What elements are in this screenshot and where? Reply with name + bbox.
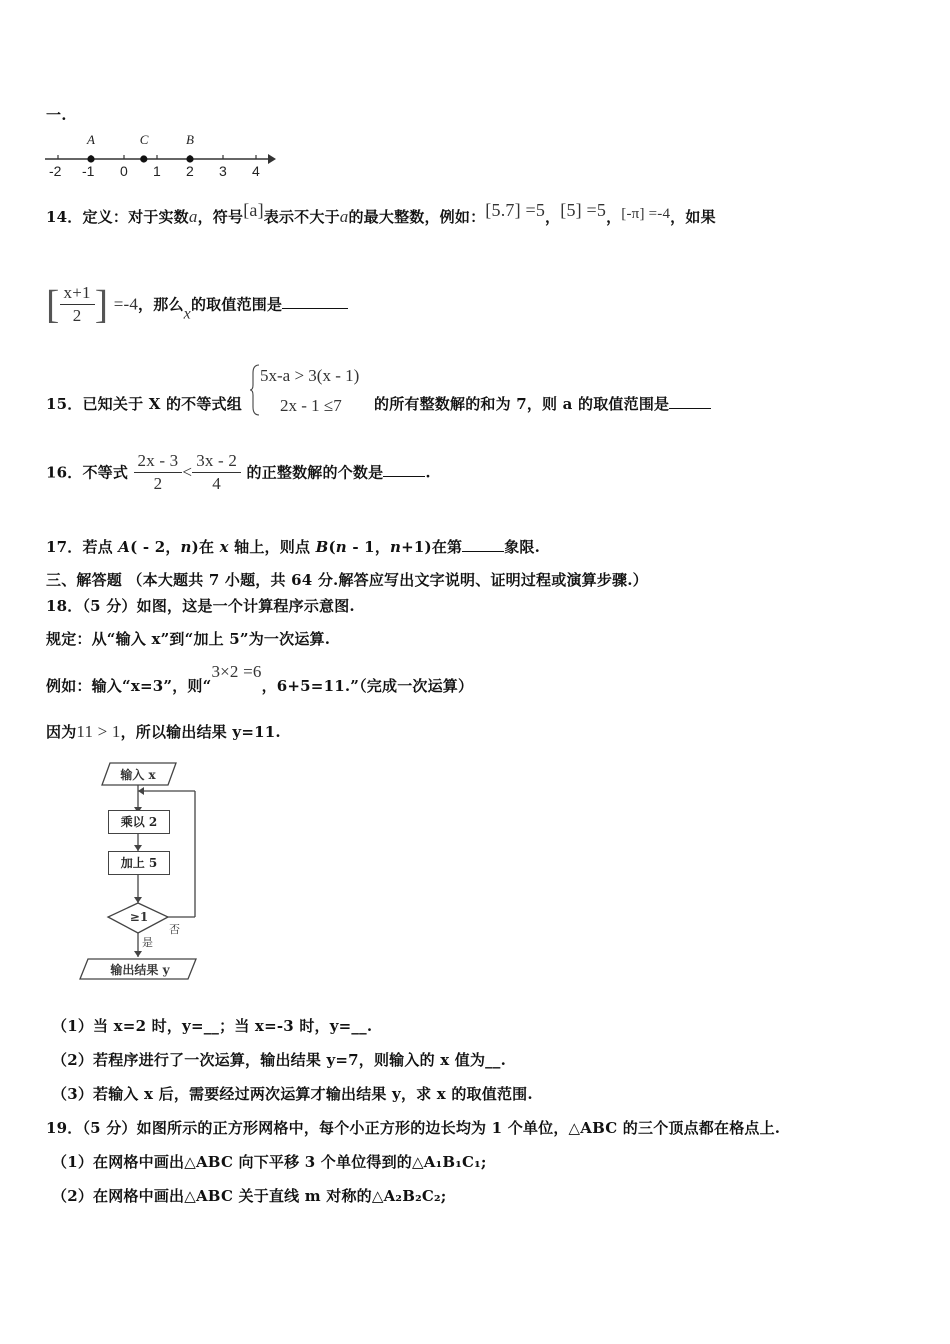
number-line-tick-label: 3 [219,163,227,179]
q16-frac2-num: 3x - 2 [192,450,241,473]
q18-because-post: ，所以输出结果 y=11. [120,723,281,741]
q17-var-n: n [335,538,347,556]
q14-var-a: a [339,207,349,226]
q14-comma: ， [606,208,622,226]
q16-end: . [425,463,431,482]
q15-tail [374,393,711,414]
section-3-heading: 三、解答题 （本大题共 7 小题，共 64 分.解答应写出文字说明、证明过程或演算步骤.） [46,571,648,589]
q18-because-math: 11 > 1 [76,722,121,741]
q16-tail: 的正整数解的个数是 [246,463,384,482]
q14-var-x: x [183,305,191,323]
flowchart-yes: 是 [142,936,153,949]
flowchart-no: 否 [169,923,180,936]
q17-text: ( [328,538,336,556]
number-line-tick-label: 4 [252,163,260,179]
q18-title: 18．（5 分）如图，这是一个计算程序示意图. [46,597,355,615]
q14-frac-den: 2 [72,306,82,325]
q14-line2: [ $\frac{x+1}{2}$ ] =-4，那么x的取值范围是 [46,282,348,327]
q17-var-x: x [219,538,229,556]
q18-because [46,721,281,742]
answer-blank[interactable] [462,550,504,552]
q14-var-a: a [188,207,198,226]
q16-fraction-2 [192,450,241,495]
q16-less-than: < [182,462,193,482]
q17-text: 象限. [504,538,541,556]
q18-sub3: （3）若输入 x 后，需要经过两次运算才输出结果 y，求 x 的取值范围. [52,1085,533,1103]
q17-text: ( - 2， [130,538,181,556]
number-line-arrow-icon [268,154,276,164]
number-line-tick-label: 1 [153,163,161,179]
q19-sub1: （1）在网格中画出△ABC 向下平移 3 个单位得到的△A₁B₁C₁; [52,1153,487,1171]
q17-text: 17．若点 [46,538,119,556]
number-line-tick-label: 2 [186,163,194,179]
q13-tail: 一. [46,106,67,124]
q16-frac1-num: 2x - 3 [134,450,183,473]
flowchart-input: 输入 x [120,768,156,782]
q15-inequality-1: 5x-a > 3(x - 1) [260,366,360,385]
q18-sub2: （2）若程序进行了一次运算，输出结果 y=7，则输入的 x 值为__. [52,1051,506,1069]
q18-example [46,662,474,696]
q15-prefix-line: 15．已知关于 X 的不等式组 [46,395,242,413]
q16-prefix: 16．不等式 [46,463,129,482]
number-line-point-label: A [87,132,95,147]
q18-because-pre: 因为 [46,723,77,741]
number-line-point-label: B [186,132,194,147]
q17-line [46,536,540,557]
q14-line1 [46,200,716,227]
q14-comma: ， [545,208,561,226]
q17-var-n: n [180,538,192,556]
q18-example-pre: 例如：输入“x=3”，则“ [46,677,212,695]
number-line-point-label: C [139,132,149,147]
q14-tail: 的取值范围是 [190,295,283,314]
q16-fraction-1 [134,450,183,495]
q14-example-2: [5] =5 [560,200,607,220]
q14-example-3: [-π] =-4 [621,206,671,222]
q14-equals: =-4 [113,294,139,314]
q14-text: 的最大整数，例如： [348,208,486,226]
q14-end: ，如果 [670,208,716,226]
answer-blank[interactable] [282,307,348,309]
number-line-tick-label: -2 [49,163,62,179]
q14-prefix: 14．定义：对于实数 [46,208,189,226]
q16-line [46,450,431,495]
q18-sub1: （1）当 x=2 时，y=__；当 x=-3 时，y=__. [52,1017,373,1035]
number-line-point [87,155,94,162]
q18-example-math: 3×2 =6 [211,662,262,681]
q14-text: 表示不大于 [263,208,340,226]
number-line-tick-label: 0 [120,163,128,179]
q17-point-a: A [118,538,131,556]
number-line-tick-label: -1 [82,163,95,179]
q14-then: ，那么 [138,295,184,314]
flowchart-condition: ≥1 [129,910,149,924]
answer-blank[interactable] [669,407,711,409]
q14-frac-num: x+1 [60,282,95,305]
q15-tail-text: 的所有整数解的和为 7，则 a 的取值范围是 [374,395,670,413]
answer-blank[interactable] [383,475,425,477]
q14-floor-a: [a] [243,200,264,220]
q17-text: 轴上，则点 [228,538,316,556]
q16-frac2-den: 4 [212,474,221,493]
q18-rule: 规定：从“输入 x”到“加上 5”为一次运算. [46,630,331,648]
q14-text: ，符号 [197,208,244,226]
q17-text: - 1， [346,538,391,556]
q15-inequality-2: 2x - 1 ≤7 [280,396,342,415]
number-line-point [186,155,193,162]
q17-text: +1)在第 [401,538,463,556]
flowchart-add: 加上 5 [108,851,170,875]
q16-frac1-den: 2 [153,474,163,493]
q17-text: )在 [191,538,220,556]
flowchart-multiply: 乘以 2 [108,810,170,834]
q19-title: 19．（5 分）如图所示的正方形网格中，每个小正方形的边长均为 1 个单位，△ABC 的三个顶点都在格点上. [46,1119,781,1137]
q19-sub2: （2）在网格中画出△ABC 关于直线 m 对称的△A₂B₂C₂; [52,1187,447,1205]
q18-example-post: ，6+5=11.”（完成一次运算） [261,677,474,695]
q17-point-b: B [315,538,329,556]
q14-fraction [60,282,95,327]
q17-var-n: n [390,538,402,556]
number-line-point [140,155,147,162]
flowchart-output: 输出结果 y [110,963,170,977]
q14-example-1: [5.7] =5 [485,200,546,220]
